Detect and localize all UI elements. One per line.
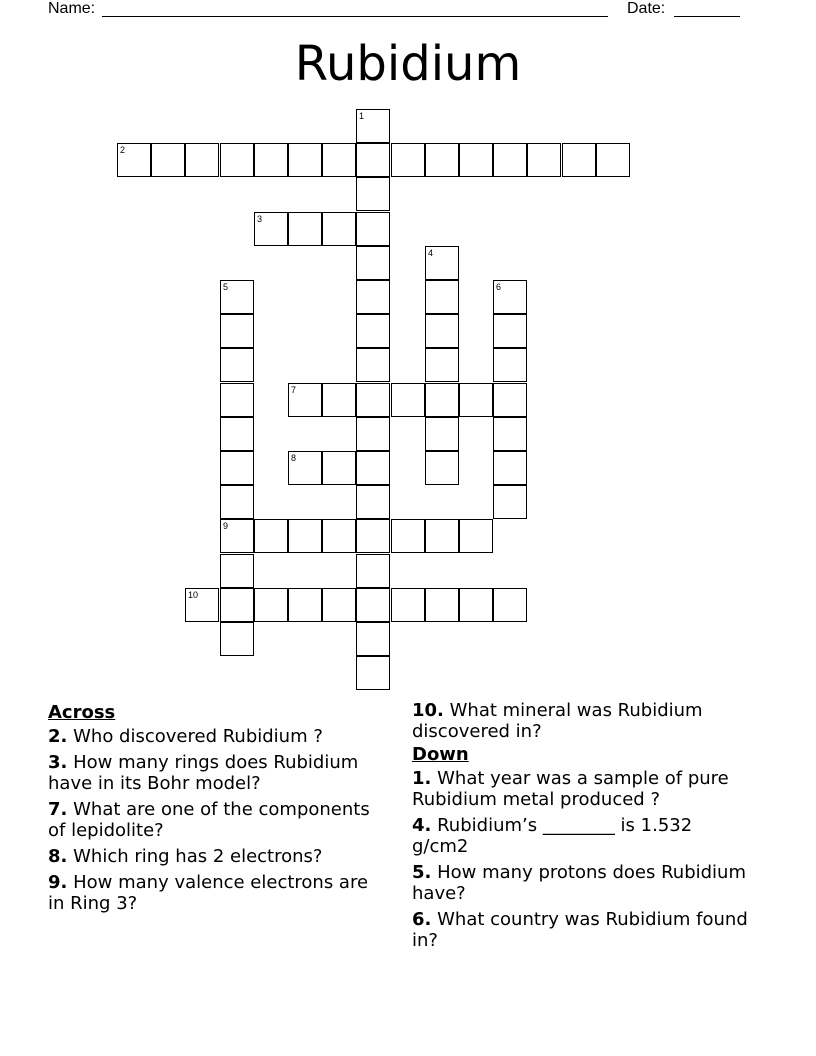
clue-text: How many rings does Rubidium have in its Bohr model? <box>48 752 359 794</box>
crossword-cell[interactable] <box>322 383 356 417</box>
crossword-cell[interactable] <box>254 143 288 177</box>
crossword-cell[interactable] <box>493 417 527 451</box>
crossword-cell[interactable] <box>322 143 356 177</box>
clue-across-7 <box>48 799 388 841</box>
crossword-cell[interactable] <box>425 451 459 485</box>
clue-text: What are one of the components of lepidolite? <box>48 799 370 841</box>
crossword-cell[interactable] <box>493 383 527 417</box>
clue-number: 10. <box>412 700 444 721</box>
name-label: Name: <box>48 0 96 17</box>
clue-text: Who discovered Rubidium ? <box>73 726 323 747</box>
crossword-cell[interactable] <box>254 212 288 246</box>
crossword-cell[interactable] <box>425 588 459 622</box>
crossword-cell[interactable] <box>459 143 493 177</box>
crossword-cell[interactable] <box>220 622 254 656</box>
clue-text: What mineral was Rubidium discovered in? <box>412 700 703 742</box>
crossword-cell[interactable] <box>356 109 390 143</box>
crossword-cell[interactable] <box>356 451 390 485</box>
crossword-cell[interactable] <box>151 143 185 177</box>
clue-across-2 <box>48 726 388 747</box>
crossword-cell[interactable] <box>356 554 390 588</box>
crossword-cell[interactable] <box>356 656 390 690</box>
crossword-cell[interactable] <box>220 143 254 177</box>
crossword-cell[interactable] <box>220 348 254 382</box>
clue-number: 5. <box>412 862 432 883</box>
cell-number: 4 <box>428 248 434 258</box>
clue-across-9 <box>48 872 388 914</box>
crossword-cell[interactable] <box>322 212 356 246</box>
crossword-cell[interactable] <box>117 143 151 177</box>
down-heading: Down <box>412 744 469 765</box>
clue-text: Rubidium’s ________ is 1.532 g/cm2 <box>412 815 693 857</box>
clue-across-3 <box>48 752 388 794</box>
crossword-cell[interactable] <box>322 451 356 485</box>
crossword-cell[interactable] <box>425 314 459 348</box>
crossword-cell[interactable] <box>356 246 390 280</box>
crossword-cell[interactable] <box>356 485 390 519</box>
crossword-cell[interactable] <box>425 143 459 177</box>
crossword-cell[interactable] <box>596 143 630 177</box>
cell-number: 9 <box>223 521 229 531</box>
clue-text: What year was a sample of pure Rubidium metal produced ? <box>412 768 729 810</box>
clues-column-right <box>412 700 752 956</box>
cell-number: 5 <box>223 282 229 292</box>
crossword-cell[interactable] <box>425 417 459 451</box>
crossword-cell[interactable] <box>220 280 254 314</box>
clue-text: Which ring has 2 electrons? <box>73 846 323 867</box>
crossword-cell[interactable] <box>220 588 254 622</box>
crossword-cell[interactable] <box>356 519 390 553</box>
crossword-cell[interactable] <box>493 451 527 485</box>
clue-across-10 <box>412 700 752 742</box>
cell-number: 3 <box>257 214 263 224</box>
date-label: Date: <box>627 0 666 17</box>
crossword-cell[interactable] <box>356 177 390 211</box>
crossword-cell[interactable] <box>356 588 390 622</box>
clue-number: 2. <box>48 726 68 747</box>
clue-text: How many protons does Rubidium have? <box>412 862 746 904</box>
crossword-cell[interactable] <box>322 519 356 553</box>
crossword-cell[interactable] <box>459 519 493 553</box>
crossword-cell[interactable] <box>562 143 596 177</box>
clue-text: What country was Rubidium found in? <box>412 909 748 951</box>
crossword-cell[interactable] <box>493 485 527 519</box>
clue-number: 8. <box>48 846 68 867</box>
cell-number: 10 <box>188 590 199 600</box>
crossword-cell[interactable] <box>493 588 527 622</box>
crossword-cell[interactable] <box>288 383 322 417</box>
crossword-cell[interactable] <box>356 348 390 382</box>
cell-number: 8 <box>291 453 297 463</box>
crossword-cell[interactable] <box>220 314 254 348</box>
crossword-cell[interactable] <box>391 588 425 622</box>
clue-down-5 <box>412 862 752 904</box>
crossword-cell[interactable] <box>288 519 322 553</box>
crossword-cell[interactable] <box>493 280 527 314</box>
crossword-cell[interactable] <box>220 383 254 417</box>
crossword-cell[interactable] <box>391 519 425 553</box>
crossword-cell[interactable] <box>425 348 459 382</box>
crossword-cell[interactable] <box>356 314 390 348</box>
crossword-cell[interactable] <box>288 588 322 622</box>
clues-column-left <box>48 700 388 919</box>
crossword-cell[interactable] <box>356 383 390 417</box>
crossword-cell[interactable] <box>220 519 254 553</box>
crossword-cell[interactable] <box>425 280 459 314</box>
clue-number: 9. <box>48 872 68 893</box>
crossword-cell[interactable] <box>220 417 254 451</box>
crossword-cell[interactable] <box>459 383 493 417</box>
cell-number: 7 <box>291 385 297 395</box>
crossword-cell[interactable] <box>254 588 288 622</box>
crossword-cell[interactable] <box>493 143 527 177</box>
crossword-cell[interactable] <box>425 383 459 417</box>
crossword-cell[interactable] <box>254 519 288 553</box>
crossword-cell[interactable] <box>391 143 425 177</box>
clue-number: 7. <box>48 799 68 820</box>
cell-number: 2 <box>120 145 126 155</box>
crossword-cell[interactable] <box>220 554 254 588</box>
crossword-cell[interactable] <box>356 143 390 177</box>
crossword-cell[interactable] <box>356 417 390 451</box>
clue-number: 4. <box>412 815 432 836</box>
crossword-cell[interactable] <box>185 143 219 177</box>
clue-down-1 <box>412 768 752 810</box>
across-heading: Across <box>48 702 116 723</box>
crossword-cell[interactable] <box>356 280 390 314</box>
clue-text: How many valence electrons are in Ring 3? <box>48 872 369 914</box>
clue-down-6 <box>412 909 752 951</box>
clue-number: 6. <box>412 909 432 930</box>
crossword-cell[interactable] <box>322 588 356 622</box>
clue-down-4 <box>412 815 752 857</box>
cell-number: 1 <box>359 111 365 121</box>
crossword-cell[interactable] <box>425 519 459 553</box>
crossword-cell[interactable] <box>288 451 322 485</box>
crossword-cell[interactable] <box>288 143 322 177</box>
crossword-cell[interactable] <box>425 246 459 280</box>
crossword-cell[interactable] <box>220 451 254 485</box>
crossword-cell[interactable] <box>288 212 322 246</box>
crossword-cell[interactable] <box>220 485 254 519</box>
clue-number: 3. <box>48 752 68 773</box>
clue-across-8 <box>48 846 388 867</box>
crossword-cell[interactable] <box>493 348 527 382</box>
crossword-cell[interactable] <box>527 143 561 177</box>
crossword-cell[interactable] <box>356 622 390 656</box>
cell-number: 6 <box>496 282 502 292</box>
page-title: Rubidium <box>294 36 522 92</box>
crossword-cell[interactable] <box>356 212 390 246</box>
clue-number: 1. <box>412 768 432 789</box>
crossword-cell[interactable] <box>391 383 425 417</box>
crossword-cell[interactable] <box>459 588 493 622</box>
crossword-cell[interactable] <box>493 314 527 348</box>
crossword-cell[interactable] <box>185 588 219 622</box>
